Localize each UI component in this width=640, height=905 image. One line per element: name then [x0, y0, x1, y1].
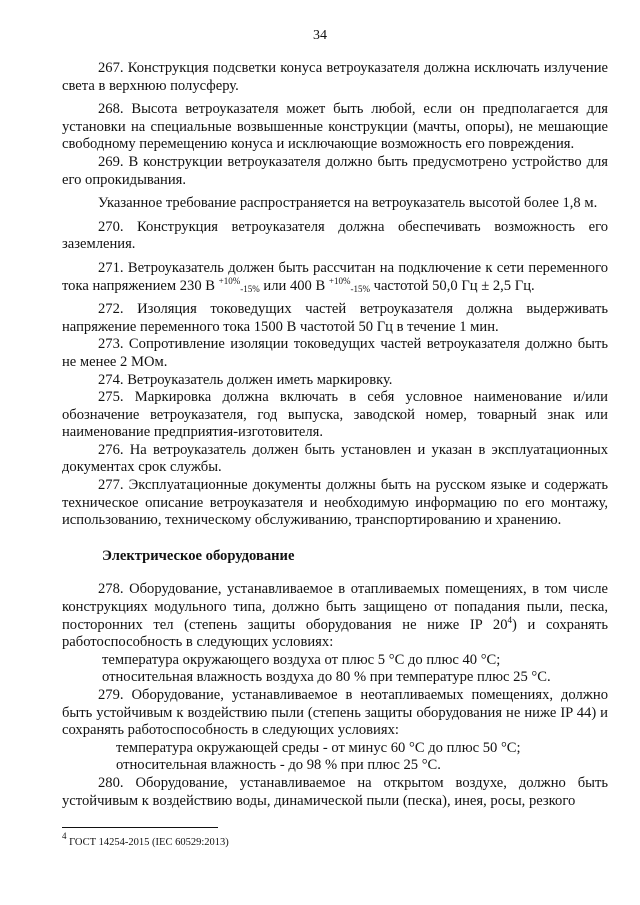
p271-text-1: 271. Ветроуказатель должен быть рассчитан на подключение к сети переменного тока напряжением 230 В: [62, 259, 608, 294]
paragraph-280: 280. Оборудование, устанавливаемое на открытом воздухе, должно быть устойчивым к воздействию воды, динамической пыли (песка), инея, росы, резкого: [62, 774, 608, 809]
footnote-divider: [62, 827, 218, 828]
paragraph-272: 272. Изоляция токоведущих частей ветроуказателя должна выдерживать напряжение переменного тока 1500 В частотой 50 Гц в течение 1 мин.: [62, 301, 608, 335]
p278-condition-humidity: относительная влажность воздуха до 80 % при температуре плюс 25 °С.: [102, 669, 551, 686]
paragraph-278: [62, 581, 608, 651]
paragraph-277: 277. Эксплуатационные документы должны быть на русском языке и содержать техническое описание ветроуказателя и необходимую информацию по его монтажу, использованию, техническому обслуживанию, транспортированию и хранению.: [62, 477, 608, 529]
paragraph-270: 270. Конструкция ветроуказателя должна обеспечивать возможность его заземления.: [62, 218, 608, 253]
footnote-text: ГОСТ 14254-2015 (IEC 60529:2013): [66, 837, 229, 848]
paragraph-267: 267. Конструкция подсветки конуса ветроуказателя должна исключать излучение света в верхнюю полусферу.: [62, 60, 608, 94]
paragraph-279: 279. Оборудование, устанавливаемое в неотапливаемых помещениях, должно быть устойчивым к воздействию пыли (степень защиты оборудования не ниже IP 44) и сохранять работоспособность в следующих условиях:: [62, 687, 608, 739]
p271-tolerance-minus-2: -15%: [350, 283, 370, 294]
document-body: [62, 60, 608, 810]
paragraph-268: 268. Высота ветроуказателя может быть любой, если он предполагается для установки на специальные возвышенные конструкции (мачты, опоры), не мешающие свободному перемещению конуса и исключающие возможность его повреждения.: [62, 101, 608, 153]
paragraph-276: 276. На ветроуказатель должен быть установлен и указан в эксплуатационных документах срок службы.: [62, 441, 608, 476]
paragraph-273: 273. Сопротивление изоляции токоведущих частей ветроуказателя должно быть не менее 2 МОм.: [62, 336, 608, 370]
paragraph-274: 274. Ветроуказатель должен иметь маркировку.: [98, 371, 393, 388]
paragraph-275: 275. Маркировка должна включать в себя условное наименование и/или обозначение ветроуказателя, год выпуска, заводской номер, товарный знак или наименование предприятия-изготовителя.: [62, 389, 608, 441]
p271-tolerance-plus-2: +10%: [328, 275, 351, 286]
p271-text-2: или 400 В: [259, 277, 329, 294]
page-number: 34: [313, 28, 327, 43]
p271-tolerance-plus-1: +10%: [218, 275, 241, 286]
p278-tail: ) и сохранять работоспособность в следующих условиях:: [62, 616, 608, 651]
paragraph-269-note: Указанное требование распространяется на ветроуказатель высотой более 1,8 м.: [98, 195, 598, 212]
p271-tolerance-minus-1: -15%: [240, 283, 260, 294]
paragraph-271: [62, 260, 608, 295]
p278-text: 278. Оборудование, устанавливаемое в отапливаемых помещениях, в том числе конструкциях модульного типа, должно быть защищено от попадания пыли, песка, посторонних тел (степень защиты оборудования не ниже IP 20: [62, 581, 608, 633]
p278-condition-temperature: температура окружающего воздуха от плюс 5 °С до плюс 40 °С;: [102, 651, 501, 668]
footnote-mark: 4: [62, 831, 67, 841]
footnote-ref-4: 4: [507, 614, 512, 625]
p279-condition-humidity: относительная влажность - до 98 % при плюс 25 °С.: [116, 757, 441, 774]
footnote: [62, 831, 229, 848]
paragraph-269: 269. В конструкции ветроуказателя должно быть предусмотрено устройство для его опрокидывания.: [62, 153, 608, 188]
p279-condition-temperature: температура окружающей среды - от минус 60 °С до плюс 50 °С;: [116, 739, 521, 756]
section-heading: Электрическое оборудование: [102, 547, 295, 564]
p271-text-3: частотой 50,0 Гц ± 2,5 Гц.: [369, 277, 535, 294]
